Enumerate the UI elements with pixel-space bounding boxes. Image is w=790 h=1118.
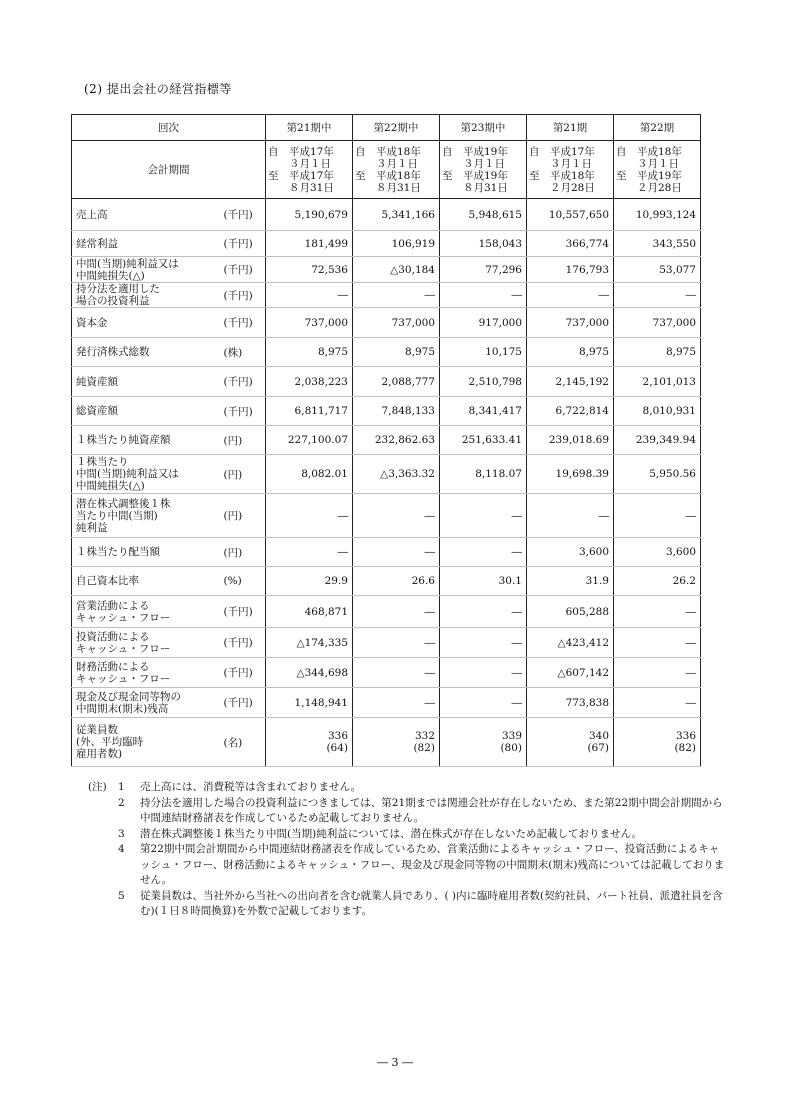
- column-header-period: 第22期: [614, 115, 701, 141]
- note-item: [88, 796, 728, 827]
- row-unit: (千円): [220, 628, 266, 658]
- column-header-period: 第22期中: [353, 115, 440, 141]
- row-unit: (千円): [220, 199, 266, 231]
- row-label: 持分法を適用した 場合の投資利益: [72, 283, 220, 308]
- table-row: [72, 426, 701, 455]
- table-row: [72, 283, 701, 308]
- row-label: 営業活動による キャッシュ・フロー: [72, 596, 220, 628]
- row-value: 8,341,417: [440, 397, 527, 426]
- row-value: ―: [353, 688, 440, 718]
- row-unit: (株): [220, 338, 266, 367]
- accounting-period-cell: [614, 141, 701, 199]
- row-value: 366,774: [527, 231, 614, 257]
- row-value: 19,698.39: [527, 455, 614, 494]
- table-row: [72, 455, 701, 494]
- employees-row: [72, 718, 701, 767]
- accounting-period-label: 会計期間: [72, 141, 266, 199]
- row-value: 737,000: [527, 308, 614, 338]
- note-number: 2: [118, 796, 125, 809]
- table-row: [72, 338, 701, 367]
- row-unit: (千円): [220, 397, 266, 426]
- table-row: [72, 538, 701, 567]
- table-row: [72, 628, 701, 658]
- row-value: 7,848,133: [353, 397, 440, 426]
- accounting-period-cell: [266, 141, 353, 199]
- accounting-period-text: 自 平成17年 ３月１日 至 平成17年 ８月31日: [268, 145, 334, 194]
- note-number: 1: [118, 781, 125, 793]
- note-text: 従業員数は、当社外から当社への出向者を含む就業人員であり、( )内に臨時雇用者数(契約社員、パート社員、派遣社員を含む)(１日８時間換算)を外数で記載しております。: [140, 889, 723, 917]
- row-label: 財務活動による キャッシュ・フロー: [72, 658, 220, 688]
- employees-value: 332 (82): [353, 718, 440, 767]
- row-value: ―: [440, 628, 527, 658]
- row-value: 181,499: [266, 231, 353, 257]
- column-header-period: 第21期中: [266, 115, 353, 141]
- row-value: ―: [614, 688, 701, 718]
- row-label: 発行済株式総数: [72, 338, 220, 367]
- row-value: ―: [614, 658, 701, 688]
- row-value: 3,600: [614, 538, 701, 567]
- row-value: 3,600: [527, 538, 614, 567]
- row-unit: (千円): [220, 658, 266, 688]
- table-header-row: [72, 115, 701, 141]
- row-value: 239,018.69: [527, 426, 614, 455]
- row-value: ―: [440, 494, 527, 538]
- table-row: [72, 308, 701, 338]
- row-value: 8,118.07: [440, 455, 527, 494]
- row-value: 26.2: [614, 567, 701, 596]
- table-row: [72, 397, 701, 426]
- accounting-period-text: 自 平成18年 ３月１日 至 平成18年 ８月31日: [355, 145, 421, 194]
- row-unit: (千円): [220, 596, 266, 628]
- row-value: 917,000: [440, 308, 527, 338]
- row-value: 106,919: [353, 231, 440, 257]
- row-label: １株当たり 中間(当期)純利益又は 中間純損失(△): [72, 455, 220, 494]
- row-value: 737,000: [266, 308, 353, 338]
- row-value: 5,950.56: [614, 455, 701, 494]
- row-value: ―: [614, 283, 701, 308]
- row-value: 176,793: [527, 257, 614, 283]
- row-unit: (%): [220, 567, 266, 596]
- row-value: ―: [440, 283, 527, 308]
- row-value: ―: [440, 688, 527, 718]
- row-value: 5,341,166: [353, 199, 440, 231]
- note-text: 持分法を適用した場合の投資利益につきましては、第21期までは関連会社が存在しないため、また第22期中間会計期間から中間連結財務諸表を作成しているため記載しておりません。: [140, 796, 723, 824]
- row-value: 2,145,192: [527, 367, 614, 397]
- employees-value: 339 (80): [440, 718, 527, 767]
- row-unit: (千円): [220, 231, 266, 257]
- row-label: 投資活動による キャッシュ・フロー: [72, 628, 220, 658]
- row-label: 経常利益: [72, 231, 220, 257]
- row-value: △607,142: [527, 658, 614, 688]
- row-value: 773,838: [527, 688, 614, 718]
- row-value: ―: [266, 538, 353, 567]
- note-item: [88, 842, 728, 889]
- row-value: ―: [353, 538, 440, 567]
- row-value: ―: [527, 283, 614, 308]
- accounting-period-text: 自 平成17年 ３月１日 至 平成18年 ２月28日: [529, 145, 595, 194]
- row-value: 468,871: [266, 596, 353, 628]
- row-label: 自己資本比率: [72, 567, 220, 596]
- row-value: △3,363.32: [353, 455, 440, 494]
- table-row: [72, 367, 701, 397]
- row-value: ―: [614, 596, 701, 628]
- row-value: 5,948,615: [440, 199, 527, 231]
- row-label: 資本金: [72, 308, 220, 338]
- table-row: [72, 199, 701, 231]
- row-value: ―: [353, 283, 440, 308]
- row-value: 29.9: [266, 567, 353, 596]
- row-label: 売上高: [72, 199, 220, 231]
- table-row: [72, 231, 701, 257]
- row-value: 737,000: [353, 308, 440, 338]
- column-header-label: 回次: [72, 115, 266, 141]
- row-label: １株当たり配当額: [72, 538, 220, 567]
- row-value: 10,175: [440, 338, 527, 367]
- note-item: [88, 889, 728, 920]
- table-row: [72, 596, 701, 628]
- note-number: 3: [118, 827, 125, 840]
- row-unit: (千円): [220, 283, 266, 308]
- row-label: 中間(当期)純利益又は 中間純損失(△): [72, 257, 220, 283]
- row-label: 総資産額: [72, 397, 220, 426]
- row-label: 純資産額: [72, 367, 220, 397]
- row-value: △423,412: [527, 628, 614, 658]
- row-value: 737,000: [614, 308, 701, 338]
- row-value: 8,082.01: [266, 455, 353, 494]
- row-value: ―: [353, 596, 440, 628]
- row-value: △30,184: [353, 257, 440, 283]
- financial-indicators-table: [71, 114, 701, 767]
- row-value: 26.6: [353, 567, 440, 596]
- note-text: 潜在株式調整後１株当たり中間(当期)純利益については、潜在株式が存在しないため記載しておりません。: [140, 827, 643, 840]
- accounting-period-text: 自 平成19年 ３月１日 至 平成19年 ８月31日: [442, 145, 508, 194]
- accounting-period-cell: [353, 141, 440, 199]
- row-value: 72,536: [266, 257, 353, 283]
- row-value: ―: [353, 494, 440, 538]
- row-unit: (円): [220, 494, 266, 538]
- row-value: 227,100.07: [266, 426, 353, 455]
- row-value: △344,698: [266, 658, 353, 688]
- row-value: 6,722,814: [527, 397, 614, 426]
- row-value: 343,550: [614, 231, 701, 257]
- note-number: 4: [118, 843, 125, 855]
- row-value: △174,335: [266, 628, 353, 658]
- row-value: 2,510,798: [440, 367, 527, 397]
- row-value: 8,975: [527, 338, 614, 367]
- column-header-period: 第23期中: [440, 115, 527, 141]
- accounting-period-row: [72, 141, 701, 199]
- row-unit: (円): [220, 455, 266, 494]
- row-value: ―: [266, 494, 353, 538]
- accounting-period-cell: [527, 141, 614, 199]
- row-value: 31.9: [527, 567, 614, 596]
- row-value: 251,633.41: [440, 426, 527, 455]
- row-unit: (千円): [220, 367, 266, 397]
- employees-value: 340 (67): [527, 718, 614, 767]
- note-item: [88, 780, 728, 796]
- note-number: 5: [118, 889, 125, 902]
- row-value: ―: [353, 628, 440, 658]
- row-unit: (円): [220, 538, 266, 567]
- row-value: 2,038,223: [266, 367, 353, 397]
- note-text: 売上高には、消費税等は含まれておりません。: [140, 781, 362, 793]
- section-title: (2) 提出会社の経営指標等: [84, 82, 232, 96]
- row-value: 8,975: [353, 338, 440, 367]
- table-row: [72, 494, 701, 538]
- row-value: 239,349.94: [614, 426, 701, 455]
- column-header-period: 第21期: [527, 115, 614, 141]
- notes-section: [88, 780, 728, 920]
- row-value: ―: [353, 658, 440, 688]
- row-value: 8,010,931: [614, 397, 701, 426]
- row-value: 605,288: [527, 596, 614, 628]
- note-mark: [88, 842, 118, 889]
- employees-unit: (名): [220, 718, 266, 767]
- row-value: ―: [527, 494, 614, 538]
- accounting-period-text: 自 平成18年 ３月１日 至 平成19年 ２月28日: [616, 145, 682, 194]
- table-row: [72, 688, 701, 718]
- row-value: 2,101,013: [614, 367, 701, 397]
- row-value: 6,811,717: [266, 397, 353, 426]
- row-value: 5,190,679: [266, 199, 353, 231]
- row-value: ―: [440, 658, 527, 688]
- table-row: [72, 257, 701, 283]
- row-value: ―: [614, 628, 701, 658]
- page-number: ― 3 ―: [377, 1056, 413, 1069]
- table-row: [72, 567, 701, 596]
- row-value: 232,862.63: [353, 426, 440, 455]
- row-value: 8,975: [614, 338, 701, 367]
- row-value: ―: [614, 494, 701, 538]
- row-unit: (千円): [220, 257, 266, 283]
- row-value: ―: [440, 538, 527, 567]
- row-value: 158,043: [440, 231, 527, 257]
- note-mark: [88, 889, 118, 920]
- row-label: 現金及び現金同等物の 中間期末(期末)残高: [72, 688, 220, 718]
- row-value: 1,148,941: [266, 688, 353, 718]
- note-mark: [88, 827, 118, 843]
- employees-label: 従業員数 (外、平均臨時 雇用者数): [72, 718, 220, 767]
- row-value: 30.1: [440, 567, 527, 596]
- row-value: 77,296: [440, 257, 527, 283]
- note-text: 第22期中間会計期間から中間連結財務諸表を作成しているため、営業活動によるキャッシュ・フロー、投資活動によるキャッシュ・フロー、財務活動によるキャッシュ・フロー、現金及び現金同等物の中間期末(期末)残高については記載しておりません。: [140, 843, 725, 886]
- row-unit: (千円): [220, 688, 266, 718]
- row-value: 8,975: [266, 338, 353, 367]
- employees-value: 336 (82): [614, 718, 701, 767]
- row-unit: (円): [220, 426, 266, 455]
- row-unit: (千円): [220, 308, 266, 338]
- note-mark: [88, 796, 118, 827]
- row-value: 10,557,650: [527, 199, 614, 231]
- row-value: ―: [440, 596, 527, 628]
- row-value: 2,088,777: [353, 367, 440, 397]
- employees-value: 336 (64): [266, 718, 353, 767]
- row-value: ―: [266, 283, 353, 308]
- accounting-period-cell: [440, 141, 527, 199]
- row-value: 10,993,124: [614, 199, 701, 231]
- row-label: １株当たり純資産額: [72, 426, 220, 455]
- table-row: [72, 658, 701, 688]
- row-value: 53,077: [614, 257, 701, 283]
- row-label: 潜在株式調整後１株 当たり中間(当期) 純利益: [72, 494, 220, 538]
- note-item: [88, 827, 728, 843]
- note-mark: (注): [88, 781, 107, 793]
